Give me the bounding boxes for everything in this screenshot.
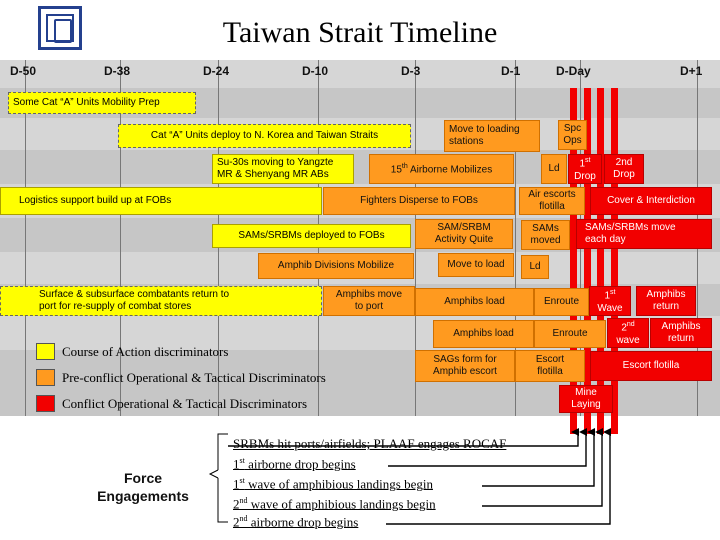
box-label: Laying — [571, 399, 601, 410]
move-to-loading-stations — [444, 120, 540, 152]
engagement-airborne-2: 2nd airborne drop begins — [233, 514, 359, 530]
box-label: flotilla — [539, 201, 565, 212]
engagement-amphib-2: 2nd wave of amphibious landings begin — [233, 496, 436, 512]
box-label: wave — [616, 334, 640, 346]
legend-conflict-label: Conflict Operational & Tactical Discriminators — [62, 396, 308, 411]
brace-line — [218, 434, 228, 470]
box-label: Amphibs move — [335, 289, 403, 300]
box-label: Ld — [529, 261, 541, 272]
second-wave: 2nd wave — [607, 318, 649, 348]
conflict-column — [611, 88, 618, 434]
page-title: Taiwan Strait Timeline — [222, 16, 498, 49]
box-label: Surface & subsurface combatants return to — [39, 289, 230, 300]
box-label: 2nd — [615, 157, 633, 168]
special-ops — [558, 120, 587, 150]
box-label: Amphibs — [646, 289, 686, 300]
box-label: Drop — [574, 170, 596, 182]
sams-srbms-move — [576, 219, 712, 249]
force-engagements-label — [86, 469, 200, 505]
amphibs-move-to-port — [323, 286, 415, 316]
su30-moving — [212, 154, 354, 184]
mine-laying — [559, 385, 613, 413]
box-label: return — [652, 301, 680, 312]
force-line: Force — [123, 470, 163, 486]
box-label: Cat “A” Units deploy to N. Korea and Taiwan Straits — [150, 130, 379, 141]
box-label: each day — [585, 234, 626, 245]
airborne-mobilizes — [369, 154, 514, 184]
legend-swatch-preconflict — [36, 369, 55, 386]
day-label: D+1 — [680, 64, 703, 78]
brace-tip — [210, 470, 218, 478]
box-label: Drop — [613, 169, 635, 180]
box-label: Fighters Disperse to FOBs — [360, 195, 478, 206]
first-drop: 1st Drop — [568, 154, 602, 184]
box-label: Ld — [548, 163, 560, 174]
box-label: 15th Airborne Mobilizes — [390, 163, 493, 176]
box-label: SAGs form for — [433, 354, 497, 365]
second-drop — [604, 154, 644, 184]
cat-a-deploy — [118, 124, 411, 148]
day-label: D-38 — [104, 64, 131, 78]
box-label: Amphib Divisions Mobilize — [277, 260, 395, 271]
box-label: Su-30s moving to Yangzte — [217, 157, 334, 168]
box-label: port for re-supply of combat stores — [39, 301, 192, 312]
box-label: Spc — [563, 123, 582, 134]
day-label: D-Day — [556, 64, 591, 78]
box-label: MR & Shenyang MR ABs — [217, 169, 329, 180]
box-label: Amphibs — [661, 321, 701, 332]
box-label: Move to load — [447, 259, 505, 270]
day-label: D-1 — [501, 64, 521, 78]
brace-line — [218, 478, 228, 522]
box-label: Escort flotilla — [622, 360, 680, 371]
enroute-2 — [534, 320, 606, 348]
conflict-column — [597, 88, 604, 434]
force-line: Engagements — [97, 488, 189, 504]
day-label: D-24 — [203, 64, 230, 78]
box-label: SAMs/SRBMs move — [585, 222, 676, 233]
escort-flotilla — [515, 350, 585, 382]
box-label: Logistics support build up at FOBs — [19, 195, 172, 206]
box-label: return — [667, 333, 695, 344]
escort-flotilla-conflict — [590, 351, 712, 381]
box-label: Escort — [535, 354, 565, 365]
box-label: stations — [449, 136, 484, 147]
legend-course-label: Course of Action discriminators — [62, 344, 229, 359]
air-escorts-flotilla — [519, 187, 585, 215]
box-label: Ops — [563, 135, 582, 146]
legend-swatch-course — [36, 343, 55, 360]
box-label: Move to loading — [449, 124, 520, 135]
load-2 — [521, 255, 549, 279]
box-label: Wave — [597, 302, 623, 314]
logistics-buildup — [0, 187, 322, 215]
box-label: Activity Quite — [434, 234, 494, 245]
box-label: Cover & Interdiction — [607, 195, 695, 206]
box-label: moved — [530, 235, 561, 246]
first-wave: 1st Wave — [589, 286, 631, 316]
cover-interdiction — [590, 187, 712, 215]
box-label: Enroute — [543, 296, 580, 307]
box-label: Mine — [575, 387, 597, 398]
amphibs-load-2 — [433, 320, 534, 348]
load-1 — [541, 154, 567, 184]
sams-moved — [521, 220, 570, 250]
amphibs-return-1 — [636, 286, 696, 316]
box-label: Amphibs load — [453, 328, 514, 339]
enroute-1 — [534, 288, 589, 316]
day-label: D-50 — [10, 64, 37, 78]
box-label: to port — [354, 301, 384, 312]
amphibs-return-2 — [650, 318, 712, 348]
move-to-load — [438, 253, 514, 277]
box-label: Some Cat “A” Units Mobility Prep — [13, 97, 160, 108]
box-label: Amphibs load — [444, 296, 505, 307]
box-label: SAMs/SRBMs deployed to FOBs — [238, 230, 385, 241]
box-label: Enroute — [552, 328, 588, 339]
day-label: D-10 — [302, 64, 329, 78]
box-label: Air escorts — [528, 189, 576, 200]
sam-srbm-activity-quite — [415, 219, 513, 249]
box-label: flotilla — [537, 366, 563, 377]
sams-deployed — [212, 224, 411, 248]
box-label: SAMs — [532, 223, 559, 234]
box-label: SAM/SRBM — [437, 222, 491, 233]
day-label: D-3 — [401, 64, 421, 78]
cat-a-mobility-prep — [8, 92, 196, 114]
fighters-disperse — [323, 187, 515, 215]
engagement-srbm: SRBMs hit ports/airfields; PLAAF engages ROCAF — [233, 436, 507, 451]
sags-form — [415, 350, 515, 382]
engagement-amphib-1: 1st wave of amphibious landings begin — [233, 476, 433, 492]
amphib-divisions-mobilize — [258, 253, 414, 279]
engagement-airborne-1: 1st airborne drop begins — [233, 456, 356, 472]
surface-combatants-return — [0, 286, 322, 316]
amphibs-load-1 — [415, 288, 534, 316]
legend-preconflict-label: Pre-conflict Operational & Tactical Discriminators — [62, 370, 326, 385]
box-label: Amphib escort — [433, 366, 497, 377]
legend-swatch-conflict — [36, 395, 55, 412]
